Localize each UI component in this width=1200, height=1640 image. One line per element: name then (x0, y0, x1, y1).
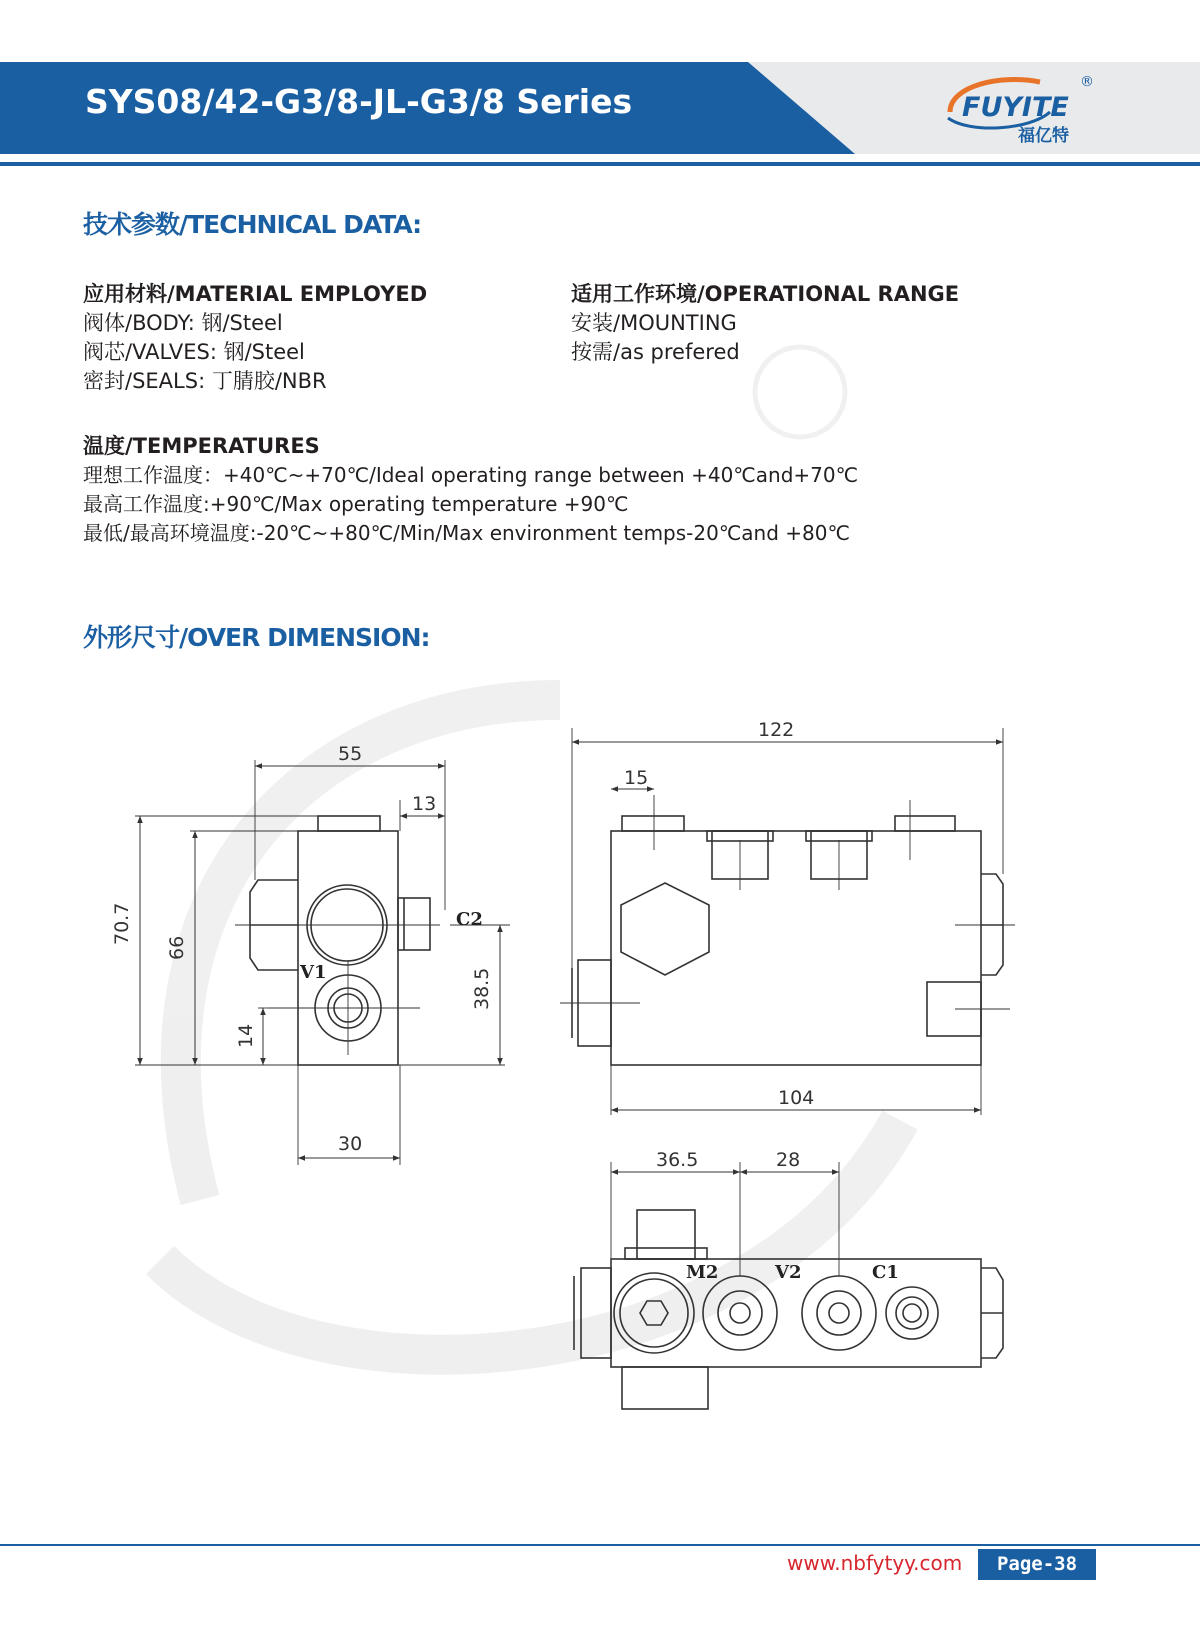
bottom-small-port (886, 1287, 938, 1339)
front-body (611, 831, 981, 1065)
over-dimension-title: 外形尺寸/OVER DIMENSION: (83, 623, 430, 652)
material-body-line: 阀体/BODY: 钢/Steel (83, 311, 283, 335)
port-label-c2: C2 (456, 909, 483, 930)
dim-side-bottom-30: 30 (338, 1133, 363, 1155)
operational-prefered-line: 按需/as prefered (571, 340, 740, 364)
svg-text:FUYITE: FUYITE (962, 92, 1069, 123)
port-label-v2: V2 (775, 1262, 802, 1283)
port-label-m2: M2 (686, 1262, 719, 1283)
dim-side-height-66: 66 (166, 935, 188, 960)
bottom-view (574, 1162, 1003, 1409)
temperature-max-line: 最高工作温度:+90℃/Max operating temperature +90℃ (83, 492, 629, 516)
bottom-c1-port (802, 1276, 876, 1350)
dim-side-offset-14: 14 (235, 1023, 257, 1048)
dim-front-offset-15: 15 (624, 767, 649, 789)
front-top-port-left (622, 816, 684, 831)
port-label-v1: V1 (300, 962, 327, 983)
logo-chinese-text: 福亿特 (1018, 126, 1069, 146)
bottom-lower-port (622, 1367, 708, 1409)
temperature-minmax-line: 最低/最高环境温度:-20℃~+80℃/Min/Max environment temps-20℃and +80℃ (83, 521, 850, 545)
side-top-port (318, 816, 380, 831)
operational-mounting-line: 安装/MOUNTING (571, 311, 737, 335)
footer-website-link[interactable]: www.nbfytyy.com (787, 1551, 963, 1575)
dim-side-width-55: 55 (338, 743, 363, 765)
dim-front-total-122: 122 (758, 719, 795, 741)
bottom-top-port (637, 1210, 695, 1259)
page-number-badge: Page-38 (978, 1549, 1096, 1580)
footer-divider (0, 1544, 1200, 1546)
dim-bottom-28: 28 (776, 1149, 801, 1171)
material-heading: 应用材料/MATERIAL EMPLOYED (83, 282, 428, 306)
front-top-port-right (895, 816, 955, 831)
operational-heading: 适用工作环境/OPERATIONAL RANGE (571, 282, 960, 306)
svg-text:®: ® (1080, 74, 1094, 90)
dim-front-body-104: 104 (778, 1087, 815, 1109)
material-seals-line: 密封/SEALS: 丁腈胶/NBR (83, 369, 327, 393)
temperatures-heading: 温度/TEMPERATURES (83, 434, 320, 458)
dim-side-offset-13: 13 (412, 793, 437, 815)
dim-side-height-38-5: 38.5 (471, 967, 493, 1010)
front-hex-plug (621, 883, 709, 975)
temperature-ideal-line: 理想工作温度：+40℃~+70℃/Ideal operating range between +40℃and+70℃ (83, 463, 859, 487)
dim-side-height-70-7: 70.7 (111, 902, 133, 945)
material-valves-line: 阀芯/VALVES: 钢/Steel (83, 340, 305, 364)
page-title: SYS08/42-G3/8-JL-G3/8 Series (85, 82, 633, 121)
side-c2-port (398, 898, 430, 950)
watermark-logo (160, 347, 900, 1355)
dim-bottom-36-5: 36.5 (656, 1149, 699, 1171)
technical-data-title: 技术参数/TECHNICAL DATA: (83, 210, 422, 239)
port-label-c1: C1 (872, 1262, 899, 1283)
